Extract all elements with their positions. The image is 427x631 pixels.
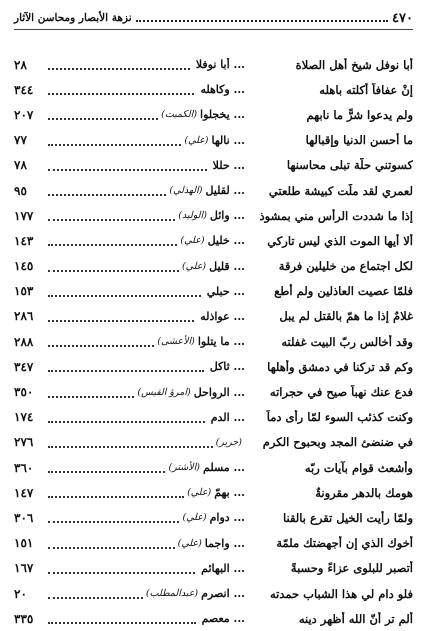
rhyme-cell bbox=[48, 437, 245, 448]
index-entry bbox=[14, 77, 413, 102]
poet-name: (علي) bbox=[187, 487, 212, 499]
rhyme-word: ... نالها bbox=[211, 133, 245, 147]
rhyme-word: ... مسلم bbox=[203, 461, 245, 475]
verse-text: لكل اجتماع من خليلين فرقة bbox=[278, 259, 413, 274]
verse-text: ما أحسن الدنيا وإقبالها bbox=[305, 133, 413, 148]
rhyme-word: ... وكاهله bbox=[200, 83, 245, 97]
dot-leader bbox=[48, 420, 205, 423]
verse-text: فدع عنك نهباً صيح في حجراته bbox=[269, 385, 413, 400]
rhyme-cell bbox=[48, 511, 245, 524]
rhyme-cell bbox=[48, 234, 245, 247]
index-entry bbox=[14, 556, 413, 581]
index-entry bbox=[14, 178, 413, 203]
verse-text: ولمّا رأيت الخيل تقرع بالقنا bbox=[283, 510, 413, 525]
index-entry bbox=[14, 329, 413, 354]
rhyme-word: ... حللا bbox=[212, 158, 245, 172]
dot-leader bbox=[48, 571, 195, 574]
verse-text: وأشعث قوام بآيات ربّه bbox=[304, 460, 413, 475]
verse-text: فلمّا عصيت العاذلين ولم أطع bbox=[274, 284, 413, 299]
running-header bbox=[14, 9, 413, 27]
verse-text: غلامٌ إذا ما همّ بالقتل لم يبل bbox=[279, 309, 413, 324]
rhyme-word: ... قليل bbox=[209, 259, 245, 273]
index-entry bbox=[14, 153, 413, 178]
index-entry bbox=[14, 304, 413, 329]
rhyme-cell bbox=[48, 134, 245, 147]
verse-text: هومك بالدهر مقرونةٌ bbox=[315, 485, 413, 500]
index-entry bbox=[14, 455, 413, 480]
poet-name: (امرؤ القيس) bbox=[137, 386, 191, 398]
dot-leader bbox=[48, 243, 177, 246]
page-reference: ٢٨٨ bbox=[14, 334, 34, 349]
page-reference: ١٤٥ bbox=[14, 259, 34, 274]
verse-text: إذا ما شددت الرأس مني بمشوذ bbox=[259, 208, 413, 223]
dot-leader bbox=[48, 621, 196, 624]
rhyme-word: ... عواذله bbox=[200, 309, 245, 323]
rhyme-cell bbox=[48, 612, 245, 625]
rhyme-cell bbox=[48, 486, 245, 499]
rhyme-cell bbox=[48, 159, 245, 172]
header-rule bbox=[14, 29, 413, 30]
rhyme-word: ... الدم bbox=[210, 410, 245, 424]
book-title: نزهة الأبصار ومحاسن الآثار bbox=[14, 12, 132, 24]
poet-name: (علي) bbox=[180, 235, 205, 247]
verse-index-list bbox=[14, 52, 413, 631]
rhyme-cell bbox=[48, 411, 245, 424]
verse-text: فلو دام لي هذا الشباب حمدته bbox=[269, 586, 413, 601]
index-entry bbox=[14, 581, 413, 606]
index-entry bbox=[14, 606, 413, 631]
page-reference: ١٧٤ bbox=[14, 410, 34, 425]
dot-leader bbox=[48, 344, 154, 347]
index-entry bbox=[14, 228, 413, 253]
page-reference: ٢٨٦ bbox=[14, 309, 34, 324]
page-reference: ٣٦٠ bbox=[14, 460, 34, 475]
rhyme-cell bbox=[48, 335, 245, 348]
dot-leader bbox=[48, 168, 207, 171]
page-reference: ١٤٣ bbox=[14, 233, 34, 248]
rhyme-cell bbox=[48, 461, 245, 474]
header-dot-leader bbox=[136, 18, 388, 22]
rhyme-cell bbox=[48, 310, 245, 323]
rhyme-cell bbox=[48, 58, 245, 71]
verse-text: ألا أيها الموت الذي ليس تاركي bbox=[267, 233, 413, 248]
index-entry bbox=[14, 430, 413, 455]
index-entry bbox=[14, 531, 413, 556]
page-reference: ٧٧ bbox=[14, 133, 27, 148]
poet-name: (الهذلي) bbox=[169, 185, 203, 197]
rhyme-cell bbox=[48, 537, 245, 550]
rhyme-word: ... وائل bbox=[209, 209, 245, 223]
verse-text: أتصبر للبلوى عزاءً وحسبةً bbox=[290, 561, 413, 576]
rhyme-word: ... أبا نوفلا bbox=[195, 58, 245, 72]
page-reference: ١٥٣ bbox=[14, 284, 34, 299]
page-reference: ١٦٧ bbox=[14, 561, 34, 576]
poet-name: (جرير) bbox=[215, 436, 242, 448]
page-reference: ٣٠٦ bbox=[14, 510, 34, 525]
verse-text: أخوك الذي إن أجهضتك ملمّة bbox=[276, 536, 413, 551]
rhyme-word: ... لقليل bbox=[205, 184, 245, 198]
verse-text: وقد أخالس ربّ البيت غفلته bbox=[281, 334, 413, 349]
rhyme-word: ... الرواحل bbox=[193, 385, 245, 399]
rhyme-cell bbox=[48, 285, 245, 298]
dot-leader bbox=[48, 596, 143, 599]
index-entry bbox=[14, 505, 413, 530]
rhyme-word: ... يخجلوا bbox=[200, 108, 245, 122]
index-entry bbox=[14, 279, 413, 304]
poet-name: (الأعشى) bbox=[157, 336, 195, 348]
rhyme-word: ... بهمّ bbox=[214, 486, 245, 500]
poet-name: (الأشتر) bbox=[168, 462, 200, 474]
verse-text: ولم يدعوا شرًّ ما نابهم bbox=[306, 107, 413, 122]
verse-text: وكنت كذئب السوء لمّا رأى دماً bbox=[266, 410, 413, 425]
dot-leader bbox=[48, 520, 179, 523]
dot-leader bbox=[48, 369, 204, 372]
rhyme-cell bbox=[48, 260, 245, 273]
dot-leader bbox=[48, 193, 166, 196]
poet-name: (عبدالمطلب) bbox=[145, 588, 199, 600]
rhyme-word: ... معصم bbox=[201, 612, 245, 626]
verse-text: في ضنضئ المجد وبحبوح الكرم bbox=[262, 435, 413, 450]
page-reference: ٣٣٥ bbox=[14, 611, 34, 626]
verse-text: أبا نوفل شيخ أهل الصلاة bbox=[295, 57, 413, 72]
rhyme-word: ... البهائم bbox=[201, 561, 245, 575]
poet-name: (علي) bbox=[181, 260, 207, 272]
page-reference: ٢٠٧ bbox=[14, 107, 34, 122]
dot-leader bbox=[48, 143, 181, 146]
rhyme-cell bbox=[48, 83, 245, 96]
dot-leader bbox=[48, 294, 201, 297]
page-reference: ٢٨ bbox=[14, 57, 27, 72]
poet-name: (علي) bbox=[182, 512, 207, 524]
page-reference: ٣٥٠ bbox=[14, 385, 34, 400]
rhyme-cell bbox=[48, 587, 245, 600]
dot-leader bbox=[48, 67, 190, 70]
dot-leader bbox=[48, 218, 175, 221]
poet-name: (الوليد) bbox=[178, 210, 207, 222]
rhyme-word: ... حبلي bbox=[206, 284, 245, 298]
index-entry bbox=[14, 379, 413, 404]
rhyme-word: ... ثاكل bbox=[209, 360, 245, 374]
dot-leader bbox=[48, 92, 194, 95]
dot-leader bbox=[48, 495, 184, 498]
rhyme-cell bbox=[48, 184, 245, 197]
rhyme-word: ... واجما bbox=[204, 536, 245, 550]
rhyme-word: ... دوام bbox=[209, 511, 245, 525]
poet-name: (الكميت) bbox=[161, 109, 198, 121]
verse-text: ألم تر أنّ الله أظهر دينه bbox=[298, 611, 413, 626]
index-entry bbox=[14, 254, 413, 279]
page-reference: ١٥١ bbox=[14, 536, 34, 551]
index-entry bbox=[14, 102, 413, 127]
rhyme-cell bbox=[48, 360, 245, 373]
index-entry bbox=[14, 203, 413, 228]
page-reference: ٣٤٧ bbox=[14, 359, 34, 374]
page-reference: ١٧٧ bbox=[14, 208, 34, 223]
verse-text: كسوتني حلّة تبلى محاسنها bbox=[286, 158, 413, 173]
dot-leader bbox=[48, 470, 165, 473]
page-reference: ٣٤٤ bbox=[14, 82, 34, 97]
verse-text: وكم قد تركنا في دمشق وأهلها bbox=[267, 359, 413, 374]
dot-leader bbox=[48, 445, 213, 448]
verse-text: إنْ عفافاً أكلته باهله bbox=[319, 82, 413, 97]
dot-leader bbox=[48, 117, 158, 120]
dot-leader bbox=[48, 395, 134, 398]
page-number: ٤٧٠ bbox=[392, 10, 413, 26]
rhyme-word: ... انصرم bbox=[201, 587, 245, 601]
page-reference: ٢٠ bbox=[14, 586, 27, 601]
rhyme-cell bbox=[48, 209, 245, 222]
index-entry bbox=[14, 128, 413, 153]
index-entry bbox=[14, 52, 413, 77]
rhyme-cell bbox=[48, 386, 245, 399]
poet-name: (علي) bbox=[177, 537, 202, 549]
verse-text: لعمري لقد ملّت كبيشة طلعتي bbox=[268, 183, 413, 198]
dot-leader bbox=[48, 546, 175, 549]
dot-leader bbox=[48, 269, 179, 272]
index-entry bbox=[14, 354, 413, 379]
page-reference: ٢٧٦ bbox=[14, 435, 34, 450]
index-entry bbox=[14, 405, 413, 430]
poet-name: (علي) bbox=[184, 134, 209, 146]
page-reference: ٩٥ bbox=[14, 183, 27, 198]
rhyme-cell bbox=[48, 562, 245, 575]
rhyme-word: ... خليل bbox=[207, 234, 245, 248]
dot-leader bbox=[48, 319, 194, 322]
page-reference: ١٤٧ bbox=[14, 485, 34, 500]
rhyme-cell bbox=[48, 108, 245, 121]
rhyme-word: ... ما يتلوا bbox=[197, 335, 245, 349]
page-reference: ٧٨ bbox=[14, 158, 27, 173]
index-entry bbox=[14, 480, 413, 505]
